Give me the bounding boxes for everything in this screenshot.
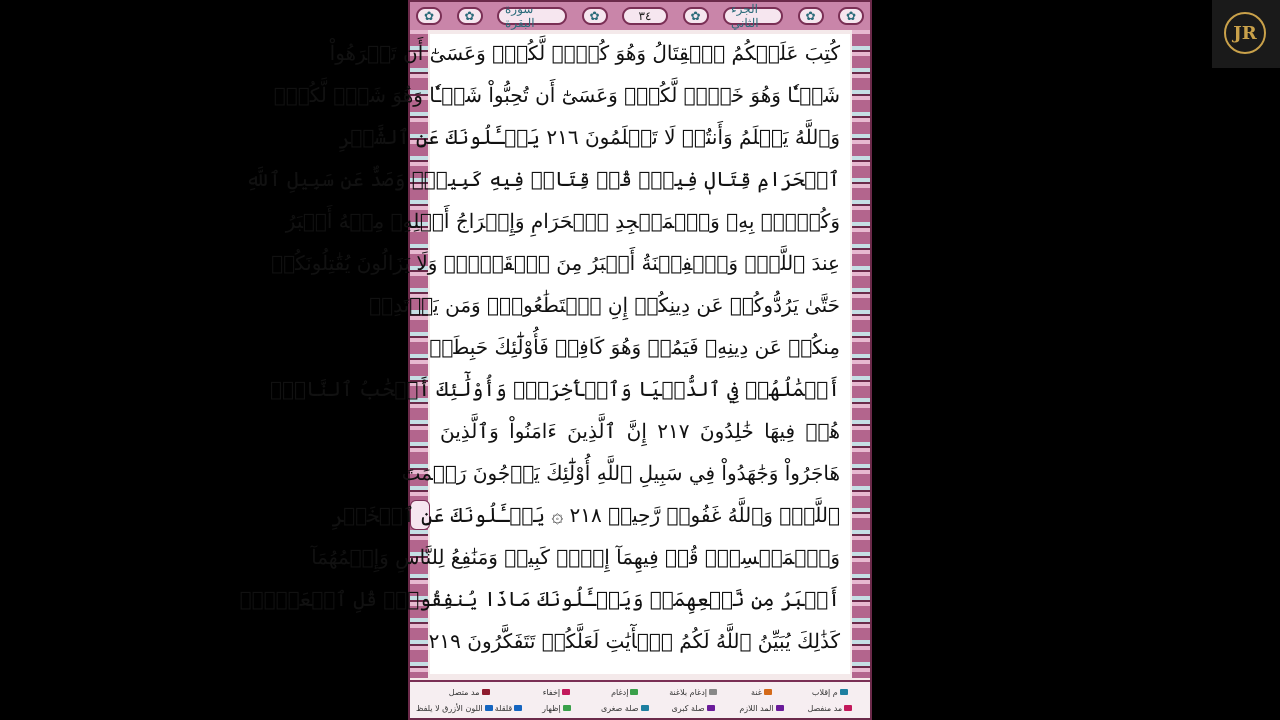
- legend-item: [416, 684, 522, 700]
- channel-logo: [1212, 0, 1280, 68]
- legend-swatch: [641, 705, 649, 711]
- legend-item: [591, 684, 659, 700]
- mushaf-page: [239, 0, 872, 720]
- legend-swatch: [840, 689, 848, 695]
- legend-label: غنة: [751, 687, 762, 697]
- decorative-border-right: [852, 30, 870, 678]
- ornament-icon: ✿: [798, 7, 824, 25]
- text-line: هَاجَرُواْ وَجَٰهَدُواْ فِي سَبِيلِ ٱللَّهِ أُوْلَٰٓئِكَ يَرۡجُونَ رَحۡمَتَ: [401, 461, 840, 485]
- legend-swatch: [562, 689, 570, 695]
- legend-swatch: [485, 705, 493, 711]
- text-line: وَٱلۡمَيۡسِرِۖ قُلۡ فِيهِمَآ إِثۡمٞ كَبِيرٞ وَمَنَٰفِعُ لِلنَّاسِ وَإِثۡمُهُمَآ: [311, 545, 840, 569]
- legend-label: إدغام بلاغنة: [669, 687, 708, 697]
- legend-item: [522, 700, 590, 716]
- ornament-icon: ✿: [582, 7, 608, 25]
- text-line: كَذَٰلِكَ يُبَيِّنُ ٱللَّهُ لَكُمُ ٱلۡأٓيَٰتِ لَعَلَّكُمۡ تَتَفَكَّرُونَ ٢١٩: [428, 629, 840, 653]
- legend-item: [522, 684, 590, 700]
- legend-item: [591, 700, 659, 716]
- legend-item: [727, 700, 795, 716]
- legend-swatch: [844, 705, 852, 711]
- legend-swatch: [630, 689, 638, 695]
- text-line: كُتِبَ عَلَيۡكُمُ ٱلۡقِتَالُ وَهُوَ كُرۡهٞ لَّكُمۡۖ وَعَسَىٰٓ أَن تَكۡرَهُواْ: [329, 41, 840, 65]
- legend-item: [796, 700, 864, 716]
- tajweed-legend: [410, 680, 870, 718]
- legend-item: [796, 684, 864, 700]
- legend-label: صلة كبرى: [671, 703, 705, 713]
- text-line: حَتَّىٰ يَرُدُّوكُمۡ عَن دِينِكُمۡ إِنِ ٱسۡتَطَٰعُواْۚ وَمَن يَرۡتَدِدۡ: [369, 293, 840, 317]
- text-line: أَعۡمَٰلُهُمۡ فِي ٱلدُّنۡيَا وَٱلۡأٓخِرَةِۖ وَأُوْلَٰٓئِكَ أَصۡحَٰبُ ٱلنَّارِۖ: [269, 377, 840, 401]
- legend-item: [416, 700, 522, 716]
- text-line: وَكُفۡرُۢ بِهِۦ وَٱلۡمَسۡجِدِ ٱلۡحَرَامِ وَإِخۡرَاجُ أَهۡلِهِۦ مِنۡهُ أَكۡبَرُ: [285, 209, 840, 233]
- ornament-icon: ✿: [683, 7, 709, 25]
- legend-swatch: [709, 689, 717, 695]
- legend-swatch: [707, 705, 715, 711]
- text-line: وَٱللَّهُ يَعۡلَمُ وَأَنتُمۡ لَا تَعۡلَمُونَ ٢١٦ يَسۡـَٔلُونَكَ عَنِ ٱلشَّهۡرِ: [338, 125, 840, 149]
- legend-label: صلة صغرى: [600, 703, 639, 713]
- legend-label: مد متصل: [448, 687, 480, 697]
- text-line: هُمۡ فِيهَا خَٰلِدُونَ ٢١٧ إِنَّ ٱلَّذِينَ ءَامَنُواْ وَٱلَّذِينَ: [440, 419, 841, 443]
- page-header: [410, 2, 870, 30]
- legend-label: اللون الأزرق لا يلفظ: [416, 703, 483, 713]
- page-number: ٣٤: [622, 7, 668, 25]
- legend-item: [659, 684, 727, 700]
- text-line: ٱللَّهِۚ وَٱللَّهُ غَفُورٞ رَّحِيمٞ ٢١٨ ۞ يَسۡـَٔلُونَكَ عَنِ ٱلۡخَمۡرِ: [331, 503, 840, 527]
- legend-swatch: [563, 705, 571, 711]
- legend-swatch: [482, 689, 490, 695]
- legend-label: قلقلة: [494, 703, 513, 713]
- logo-icon: JR: [1224, 12, 1266, 54]
- text-line: ٱلۡحَرَامِ قِتَالٖ فِيهِۖ قُلۡ قِتَالٞ فِيهِ كَبِيرٞۚ وَصَدٌّ عَن سَبِيلِ ٱللَّهِ: [245, 167, 840, 191]
- legend-label: المد اللازم: [739, 703, 774, 713]
- ornament-icon: ✿: [457, 7, 483, 25]
- legend-label: إظهار: [542, 703, 561, 713]
- surah-name: سورة البقرة: [497, 7, 567, 25]
- legend-item: [659, 700, 727, 716]
- ornament-icon: ✿: [416, 7, 442, 25]
- legend-label: إدغام: [611, 687, 629, 697]
- legend-label: م إقلاب: [811, 687, 838, 697]
- text-line: شَيۡـٔٗا وَهُوَ خَيۡرٞ لَّكُمۡۖ وَعَسَىٰٓ أَن تُحِبُّواْ شَيۡـٔٗا وَهُوَ شَرّٞ لَّكُمۡۚ: [273, 83, 840, 107]
- legend-swatch: [776, 705, 784, 711]
- text-line: أَكۡبَرُ مِن نَّفۡعِهِمَاۗ وَيَسۡـَٔلُونَكَ مَاذَا يُنفِقُونَۖ قُلِ ٱلۡعَفۡوَۗ: [239, 587, 840, 611]
- legend-label: إخفاء: [542, 687, 561, 697]
- legend-label: مد منفصل: [807, 703, 843, 713]
- juz-name: الجزء الثاني: [723, 7, 783, 25]
- text-line: عِندَ ٱللَّهِۚ وَٱلۡفِتۡنَةُ أَكۡبَرُ مِنَ ٱلۡقَتۡلِۗ وَلَا يَزَالُونَ يُقَٰتِلُونَكُمۡ: [271, 251, 840, 275]
- text-line: مِنكُمۡ عَن دِينِهِۦ فَيَمُتۡ وَهُوَ كَافِرٞ فَأُوْلَٰٓئِكَ حَبِطَتۡ: [429, 335, 840, 359]
- legend-swatch: [514, 705, 522, 711]
- quran-text: [239, 34, 850, 674]
- ornament-icon: ✿: [838, 7, 864, 25]
- legend-swatch: [764, 689, 772, 695]
- legend-item: [727, 684, 795, 700]
